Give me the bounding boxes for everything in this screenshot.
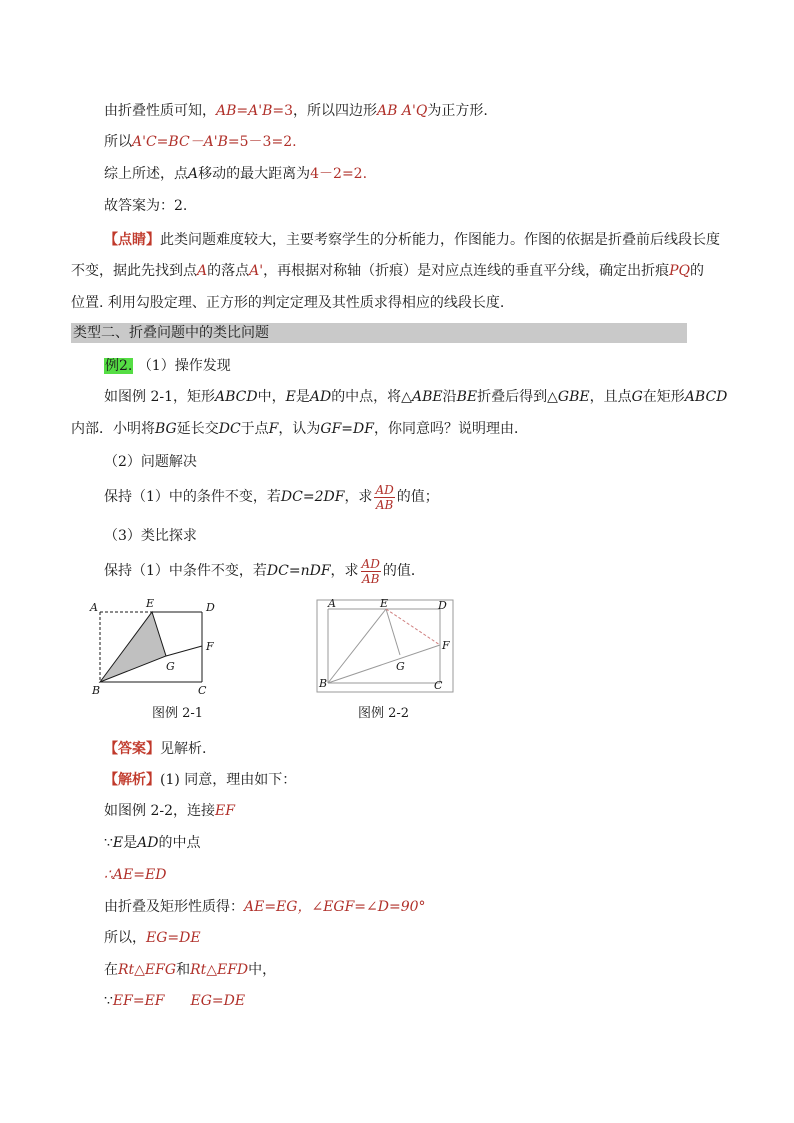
text: 见解析.: [160, 741, 207, 757]
fold-line: [328, 609, 386, 683]
figure-caption: 图例 2-1: [152, 706, 204, 721]
math: A: [197, 263, 208, 279]
figure-2-1: [88, 596, 228, 698]
solution-line: [104, 770, 296, 790]
math: =5－3=2.: [227, 134, 297, 150]
math: A': [249, 263, 264, 279]
answer-line: [104, 739, 206, 759]
problem-line: 保持（1）中的条件不变，若DC=2DF，求 $\frac{AD}{AB}$ 的值；: [104, 482, 439, 512]
text: ，再根据对称轴（折痕）是对应点连线的垂直平分线，确定出折痕: [263, 263, 670, 279]
point-label: D: [438, 599, 447, 612]
point-label: D: [206, 601, 215, 614]
answer-tag: 【答案】: [104, 741, 160, 757]
figure-caption: 图例 2-2: [358, 706, 410, 721]
example-header: [104, 356, 231, 376]
text: ，所以四边形: [293, 103, 378, 119]
text: 移动的最大距离为: [198, 166, 311, 182]
point-label: C: [198, 684, 207, 697]
math: A: [188, 166, 199, 182]
point-label: A: [90, 601, 98, 614]
point-label: F: [206, 640, 214, 653]
point-label: G: [166, 660, 175, 673]
solution-line: ∵EF=EF EG=DE: [104, 993, 246, 1009]
math: AB: [216, 103, 237, 119]
problem-line: 内部．小明将BG延长交DC于点F，认为GF=DF，你同意吗？说明理由．: [71, 421, 528, 437]
solution-line: 如图例 2-2，连接EF: [104, 803, 235, 819]
math: A'B: [248, 103, 273, 119]
edge: [166, 646, 202, 656]
dashed-ef: [386, 609, 440, 645]
text: 此类问题难度较大，主要考察学生的分析能力，作图能力。作图的依据是折叠前后线段长度: [160, 232, 720, 248]
math: 4－2=2.: [310, 166, 368, 182]
text-line: [104, 101, 488, 121]
math: =3: [272, 103, 294, 119]
problem-line: 保持（1）中条件不变，若DC=nDF，求 $\frac{AD}{AB}$ 的值．: [104, 556, 425, 586]
section-header: [71, 323, 687, 343]
figure-2-2: [314, 597, 456, 695]
point-label: G: [396, 660, 405, 673]
text: 为正方形.: [427, 103, 488, 119]
text: 不变，据此先找到点: [71, 263, 197, 279]
math: PQ: [669, 263, 690, 279]
part-title: （1）操作发现: [137, 358, 231, 374]
text: (1) 同意，理由如下：: [160, 772, 297, 788]
comment-line: [104, 230, 720, 250]
text: 的落点: [207, 263, 250, 279]
text: 由折叠性质可知，: [104, 103, 216, 119]
point-label: B: [319, 677, 328, 690]
point-label: B: [92, 684, 101, 697]
solution-line: 在Rt△EFG和Rt△EFD中，: [104, 962, 277, 978]
comment-tag: 【点睛】: [104, 232, 160, 248]
part-title: （2）问题解决: [104, 454, 197, 470]
solution-line: 所以，EG=DE: [104, 930, 201, 946]
edge: [386, 609, 400, 655]
solution-line: ∴AE=ED: [104, 867, 167, 883]
comment-line: [71, 261, 704, 281]
section-title: 类型二、折叠问题中的类比问题: [73, 325, 269, 341]
part-title: （3）类比探求: [104, 528, 197, 544]
solution-tag: 【解析】: [104, 772, 160, 788]
shaded-triangle: [100, 612, 166, 682]
math: A'C=BC－A'B: [132, 134, 228, 150]
solution-line: ∵E是AD的中点: [104, 835, 201, 851]
fraction: $\frac{AD}{AB}$: [375, 482, 394, 512]
text-line: [104, 132, 297, 152]
comment-line: 位置. 利用勾股定理、正方形的判定定理及其性质求得相应的线段长度.: [71, 295, 505, 311]
text: 综上所述，点: [104, 166, 188, 182]
solution-line: 由折叠及矩形性质得：AE=EG，∠EGF=∠D=90°: [104, 899, 426, 915]
point-label: A: [328, 597, 336, 610]
problem-line: 如图例 2-1，矩形ABCD中，E是AD的中点，将△ABE沿BE折叠后得到△GBE，且点G在矩形ABCD: [104, 389, 728, 405]
text: 的: [690, 263, 704, 279]
text: 所以: [104, 134, 132, 150]
math: =: [236, 103, 249, 119]
math: AB A'Q: [377, 103, 428, 119]
point-label: E: [380, 597, 389, 610]
answer-line: 故答案为：2.: [104, 198, 188, 214]
figure-frame: [317, 600, 453, 692]
example-tag: 例2.: [105, 358, 133, 374]
text-line: [104, 164, 367, 184]
point-label: F: [442, 639, 450, 652]
point-label: E: [146, 597, 155, 610]
edge: [328, 645, 440, 683]
point-label: C: [434, 679, 443, 692]
fraction: $\frac{AD}{AB}$: [361, 556, 380, 586]
